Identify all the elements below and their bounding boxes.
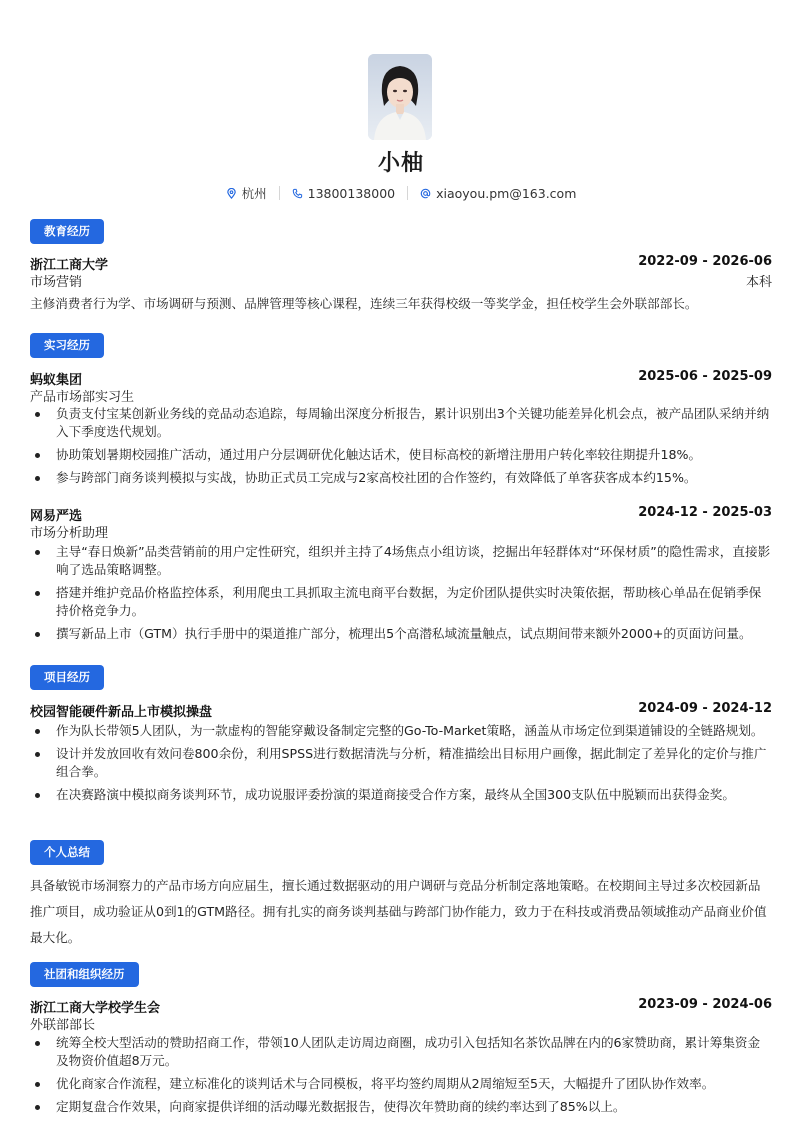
location-text: 杭州 [241, 186, 267, 201]
list-item: 定期复盘合作效果，向商家提供详细的活动曝光数据报告，使得次年赞助商的续约率达到了85%以上。 [30, 1098, 772, 1116]
divider [279, 186, 280, 200]
internship-date: 2025-06 - 2025-09 [638, 369, 772, 384]
organization-role: 外联部部长 [30, 1018, 96, 1033]
at-sign-icon [420, 188, 431, 199]
list-item: 负责支付宝某创新业务线的竞品动态追踪，每周输出深度分析报告，累计识别出3个关键功能差异化机会点，被产品团队采纳并纳入下季度迭代规划。 [30, 405, 772, 441]
company-name: 网易严选 [30, 509, 83, 524]
internship-row [30, 369, 772, 388]
profile-photo [368, 54, 432, 140]
project-row [30, 701, 772, 720]
degree: 本科 [745, 275, 772, 290]
summary-text: 具备敏锐市场洞察力的产品市场方向应届生，擅长通过数据驱动的用户调研与竞品分析制定落地策略。在校期间主导过多次校园新品推广项目，成功验证从0到1的GTM路径。拥有扎实的商务谈判基础与跨部门协作能力，致力于在科技或消费品领域推动产品商业价值最大化。 [30, 878, 767, 945]
section-badge-education: 教育经历 [30, 219, 104, 244]
contact-info [30, 184, 772, 202]
location-pin-icon [226, 188, 237, 199]
education-row [30, 254, 772, 273]
list-item: 主导“春日焕新”品类营销前的用户定性研究，组织并主持了4场焦点小组访谈，挖掘出年轻群体对“环保材质”的隐性需求，直接影响了选品策略调整。 [30, 543, 772, 579]
list-item: 撰写新品上市（GTM）执行手册中的渠道推广部分，梳理出5个高潜私域流量触点，试点期间带来额外2000+的页面访问量。 [30, 625, 772, 643]
education-date: 2022-09 - 2026-06 [638, 254, 772, 269]
internship-bullets [30, 543, 772, 648]
phone-text: 13800138000 [307, 185, 396, 201]
organization-date: 2023-09 - 2024-06 [638, 997, 772, 1012]
section-badge-internship: 实习经历 [30, 333, 104, 358]
list-item: 作为队长带领5人团队，为一款虚构的智能穿戴设备制定完整的Go-To-Market策略，涵盖从市场定位到渠道铺设的全链路规划。 [30, 722, 772, 740]
phone-item [292, 186, 395, 201]
list-item: 协助策划暑期校园推广活动，通过用户分层调研优化触达话术，使目标高校的新增注册用户转化率较往期提升18%。 [30, 446, 772, 464]
section-badge-organizations: 社团和组织经历 [30, 962, 139, 987]
job-role: 产品市场部实习生 [30, 390, 135, 405]
organization-row [30, 997, 772, 1016]
internship-date: 2024-12 - 2025-03 [638, 505, 772, 520]
email-text[interactable]: xiaoyou.pm@163.com [436, 185, 577, 201]
list-item: 统筹全校大型活动的赞助招商工作，带领10人团队走访周边商圈，成功引入包括知名茶饮品牌在内的6家赞助商，累计筹集资金及物资价值超8万元。 [30, 1034, 772, 1070]
list-item: 在决赛路演中模拟商务谈判环节，成功说服评委扮演的渠道商接受合作方案，最终从全国300支队伍中脱颖而出获得金奖。 [30, 786, 772, 804]
project-name: 校园智能硬件新品上市模拟操盘 [30, 705, 213, 720]
major: 市场营销 [30, 275, 83, 290]
internship-bullets [30, 405, 772, 492]
education-description: 主修消费者行为学、市场调研与预测、品牌管理等核心课程，连续三年获得校级一等奖学金，担任校学生会外联部部长。 [30, 296, 698, 311]
section-badge-summary: 个人总结 [30, 840, 104, 865]
company-name: 蚂蚁集团 [30, 373, 83, 388]
list-item: 搭建并维护竞品价格监控体系，利用爬虫工具抓取主流电商平台数据，为定价团队提供实时决策依据，帮助核心单品在促销季保持价格竞争力。 [30, 584, 772, 620]
list-item: 优化商家合作流程，建立标准化的谈判话术与合同模板，将平均签约周期从2周缩短至5天，大幅提升了团队协作效率。 [30, 1075, 772, 1093]
internship-row [30, 505, 772, 524]
organization-name: 浙江工商大学校学生会 [30, 1001, 161, 1016]
organization-bullets [30, 1034, 772, 1121]
section-badge-projects: 项目经历 [30, 665, 104, 690]
candidate-name: 小柚 [377, 151, 424, 176]
location-item [226, 184, 267, 202]
project-date: 2024-09 - 2024-12 [638, 701, 772, 716]
project-bullets [30, 722, 772, 809]
phone-icon [292, 188, 303, 199]
school-name: 浙江工商大学 [30, 258, 109, 273]
email-item[interactable] [420, 186, 576, 201]
list-item: 设计并发放回收有效问卷800余份，利用SPSS进行数据清洗与分析，精准描绘出目标用户画像，据此制定了差异化的定价与推广组合拳。 [30, 745, 772, 781]
divider [407, 186, 408, 200]
job-role: 市场分析助理 [30, 526, 109, 541]
list-item: 参与跨部门商务谈判模拟与实战，协助正式员工完成与2家高校社团的合作签约，有效降低了单客获客成本约15%。 [30, 469, 772, 487]
